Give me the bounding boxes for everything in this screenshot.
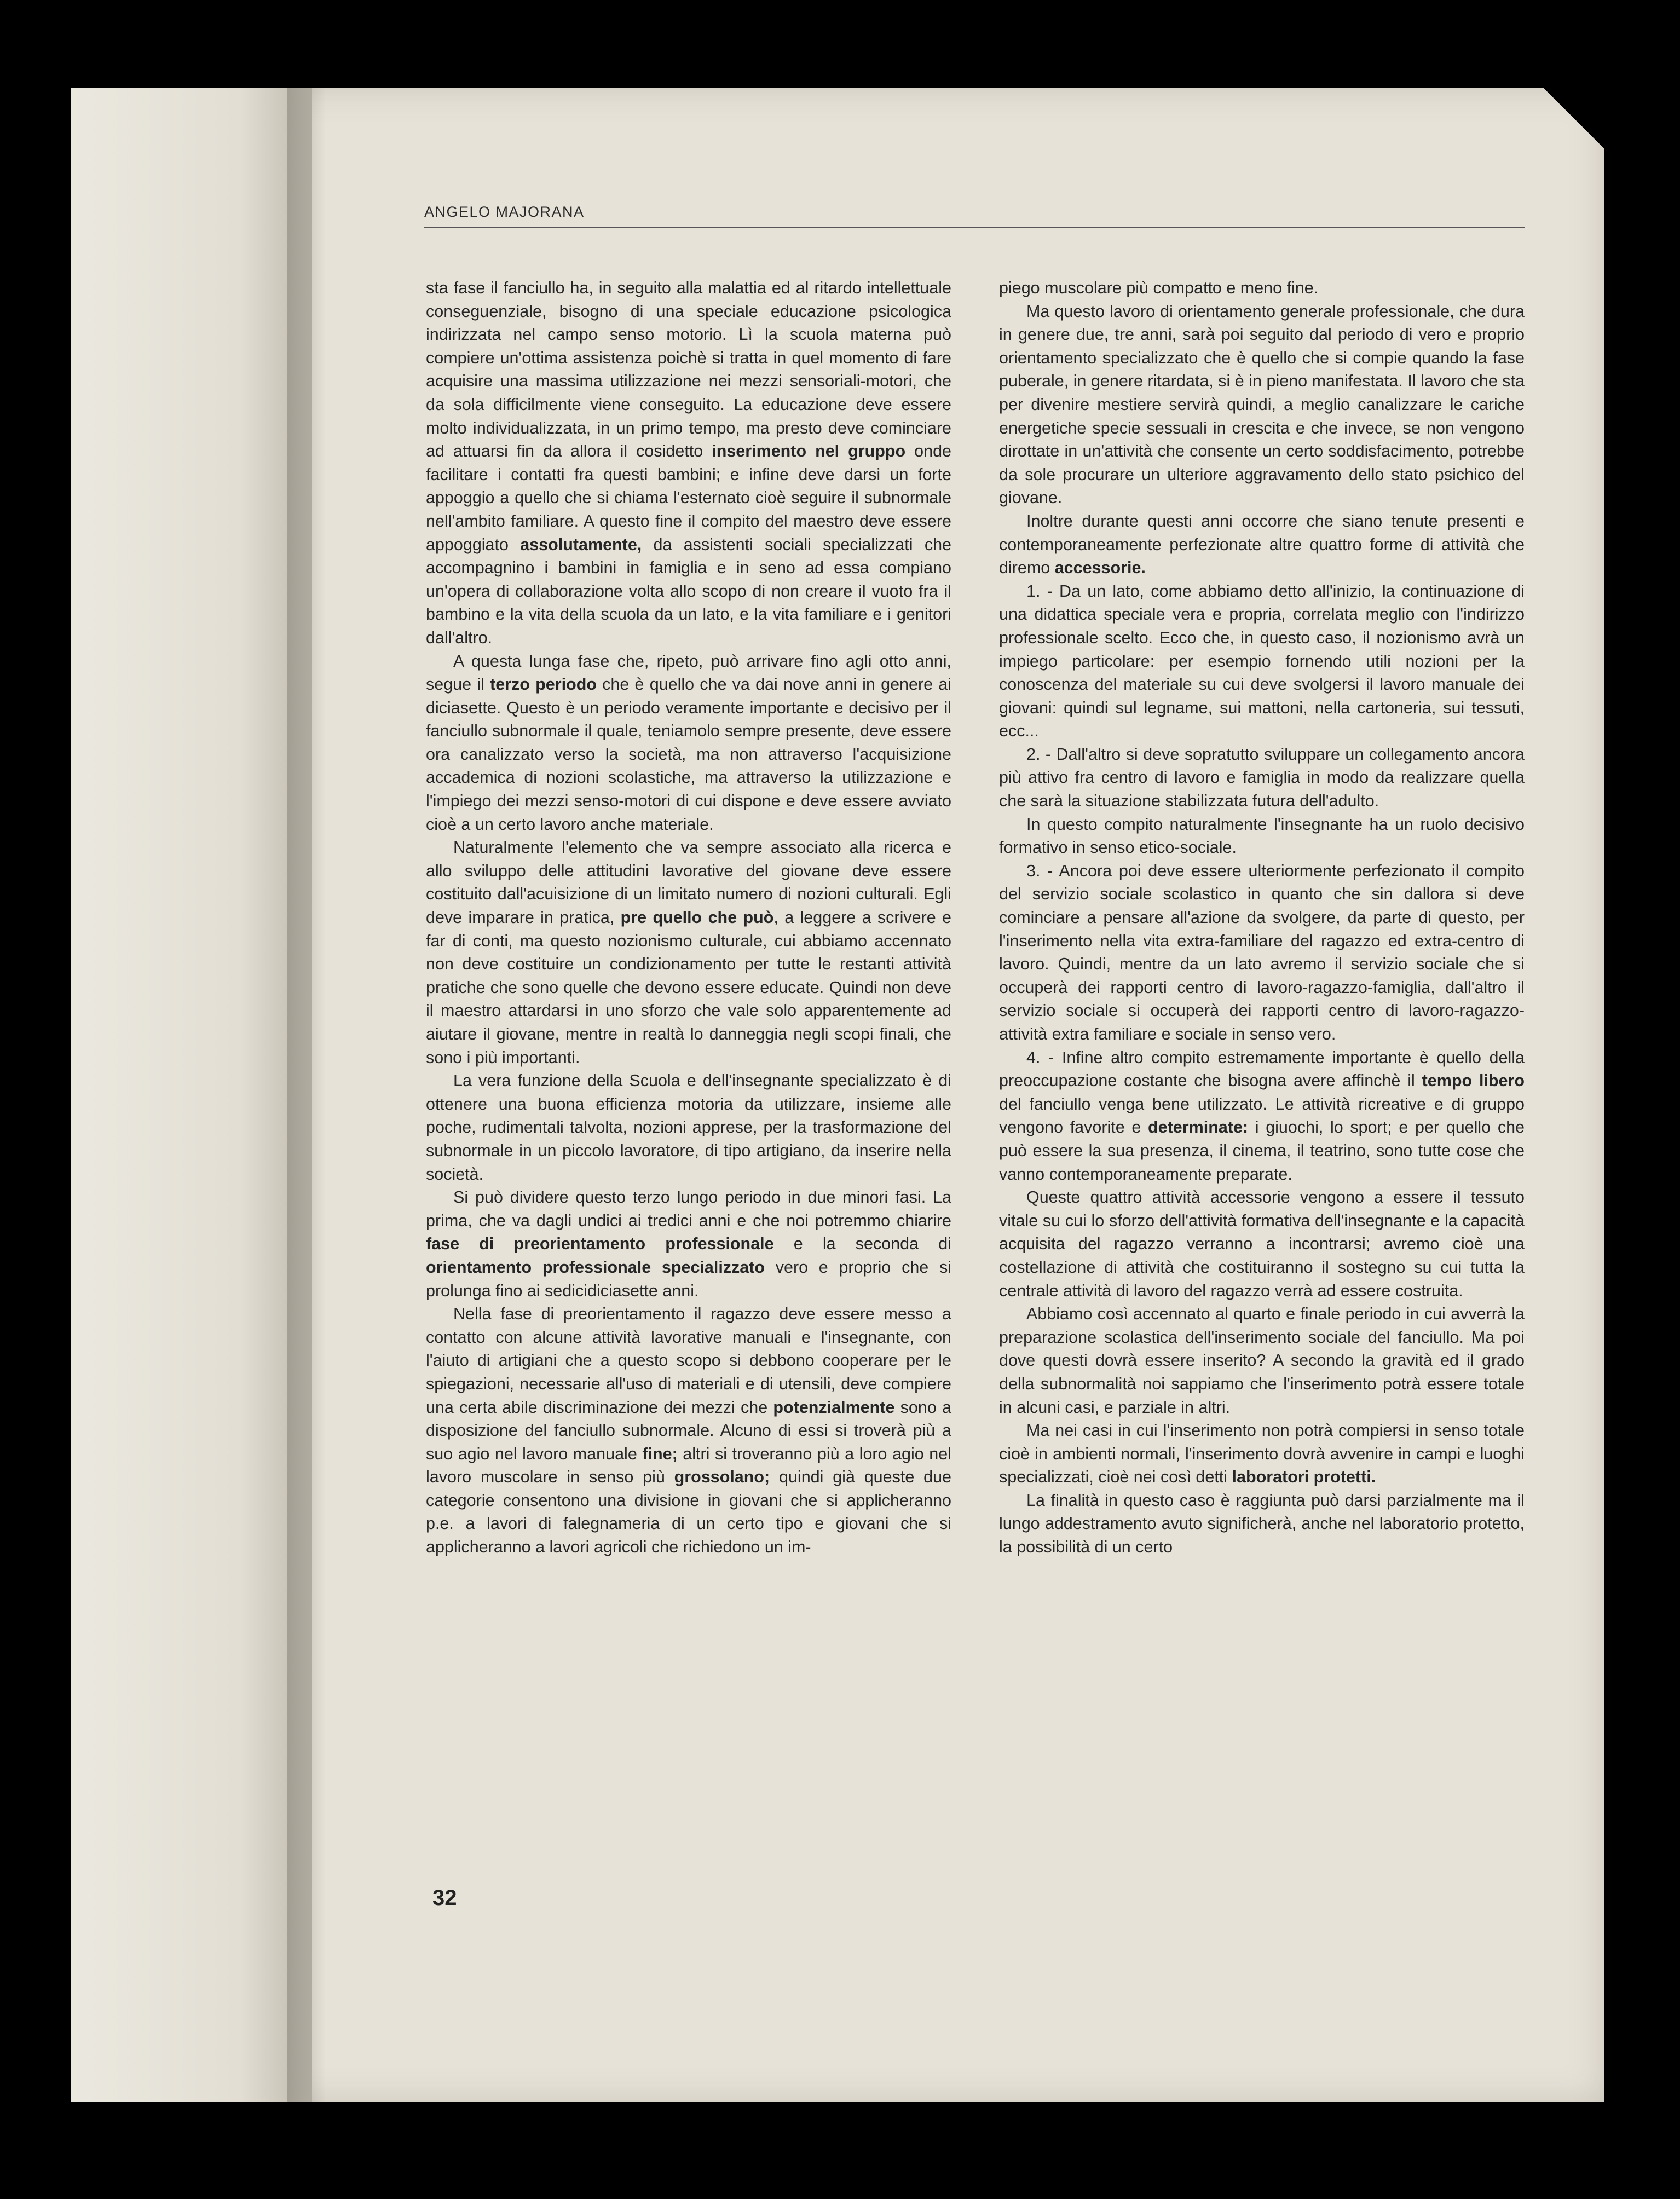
text-run: Nella fase di preorientamento il ragazzo deve essere messo a contatto con alcune attività lavorative manuali e l'insegnante, con l'aiuto di artigiani che a questo scopo si debbono cooperare per le spiegazioni, necessarie all'uso di materiali e di utensili, deve compiere una certa abile discriminazione dei mezzi che — [426, 1305, 951, 1417]
bold-phrase: determinate: — [1148, 1118, 1249, 1137]
paragraph — [999, 276, 1525, 300]
paragraph — [426, 836, 951, 1069]
text-run: Abbiamo così accennato al quarto e finale periodo in cui avverrà la preparazione scolastica dell'inserimento sociale del fanciullo. Ma poi dove questi dovrà essere inserito? A secondo la gravità ed il grado della subnormalità noi sappiamo che l'inserimento potrà essere totale in alcuni casi, e parziale in altri. — [999, 1305, 1525, 1417]
bold-phrase: fase di preorientamento professionale — [426, 1234, 774, 1254]
folded-page-edge — [71, 88, 312, 2102]
bold-phrase: potenzialmente — [773, 1398, 895, 1417]
right-column — [999, 276, 1525, 1559]
paragraph — [426, 650, 951, 836]
bold-phrase: fine; — [642, 1444, 678, 1463]
text-run: Naturalmente l'elemento che va sempre associato alla ricerca e allo sviluppo delle attitudini lavorative del giovane deve essere costituito dall'acuisizione di un limitato numero di nozioni culturali. Egli deve imparare in pratica, — [426, 838, 951, 927]
paragraph — [999, 510, 1525, 580]
text-run: del fanciullo venga bene utilizzato. Le attività ricreative e di gruppo vengono favorite e — [999, 1094, 1525, 1137]
paragraph — [999, 580, 1525, 743]
text-run: La vera funzione della Scuola e dell'insegnante specializzato è di ottenere una buona efficienza motoria da utilizzare, insieme alle poche, rudimentali talvolta, nozioni apprese, per la trasformazione del subnormale in un piccolo lavoratore, di tipo artigiano, da inserire nella società. — [426, 1071, 951, 1184]
text-run: Ma questo lavoro di orientamento generale professionale, che dura in genere due, tre anni, sarà poi seguito dal periodo di vero e proprio orientamento specializzato che è quello che si compie quando la fase puberale, in genere ritardata, si è in pieno manifestata. Il lavoro che sta per divenire mestiere servirà quindi, a meglio canalizzare le cariche energetiche specie sessuali in crescita e che invece, se non vengono dirottate in un'attività che consente un certo soddisfacimento, potrebbe da sole procurare un ulteriore aggravamento dello stato psichico del giovane. — [999, 302, 1525, 507]
paragraph — [426, 1186, 951, 1302]
text-run: Queste quattro attività accessorie vengono a essere il tessuto vitale su cui lo sforzo dell'attività formativa dell'insegnante e la capacità acquisita del ragazzo verranno a incontrarsi; avremo cioè una costellazione di attività che costituiranno il sostegno su cui tutta la centrale attività di lavoro del ragazzo verrà ad essere costruita. — [999, 1188, 1525, 1300]
paragraph — [999, 859, 1525, 1046]
text-run: In questo compito naturalmente l'insegnante ha un ruolo decisivo formativo in senso etico-sociale. — [999, 815, 1525, 857]
bold-phrase: accessorie. — [1054, 558, 1146, 578]
bold-phrase: laboratori protetti. — [1232, 1468, 1376, 1487]
header-rule — [424, 227, 1525, 228]
bold-phrase: pre quello che può — [620, 908, 774, 927]
text-run: 3. - Ancora poi deve essere ulteriormente perfezionato il compito del servizio sociale scolastico in quanto che sin dallora si deve cominciare a pensare all'azione da svolgere, da parte di questo, per l'inserimento nella vita extra-familiare del ragazzo ed extra-centro di lavoro. Quindi, mentre da un lato avremo il servizio sociale che si occuperà dei rapporti centro di lavoro-ragazzo-famiglia, dall'altro il servizio sociale si occuperà dei rapporti centro di lavoro-ragazzo-attività extra familiare e sociale in senso vero. — [999, 861, 1525, 1043]
text-run: 4. - Infine altro compito estremamente importante è quello della preoccupazione costante che bisogna avere affinchè il — [999, 1048, 1525, 1090]
bold-phrase: assolutamente, — [520, 535, 642, 554]
running-header: ANGELO MAJORANA — [424, 204, 585, 220]
bold-phrase: grossolano; — [674, 1468, 770, 1487]
paragraph — [426, 1302, 951, 1559]
bold-phrase: tempo libero — [1422, 1071, 1525, 1090]
text-run: sono a disposizione del fanciullo subnormale. Alcuno di essi si troverà più a suo agio nel lavoro manuale — [426, 1398, 951, 1463]
paragraph — [999, 743, 1525, 813]
text-run: sta fase il fanciullo ha, in seguito alla malattia ed al ritardo intellettuale conseguenziale, bisogno di una speciale educazione psicologica indirizzata nel campo senso motorio. Lì la scuola materna può compiere un'ottima assistenza poichè si tratta in quel momento di fare acquisire una massima utilizzazione nei mezzi sensoriali-motori, che da sola difficilmente viene conseguito. La educazione deve essere molto individualizzata, in un primo tempo, ma presto deve cominciare ad attuarsi fin da allora il cosidetto — [426, 279, 951, 461]
text-run: che è quello che va dai nove anni in genere ai diciasette. Questo è un periodo veramente importante e decisivo per il fanciullo subnormale il quale, teniamolo sempre presente, deve essere ora canalizzato verso la società, ma non attraverso l'acquisizione accademica di nozioni scolastiche, ma attraverso la utilizzazione e l'impiego dei mezzi senso-motori di cui dispone e deve essere avviato cioè a un certo lavoro anche materiale. — [426, 675, 952, 834]
paragraph — [999, 1046, 1525, 1186]
text-run: Ma nei casi in cui l'inserimento non potrà compiersi in senso totale cioè in ambienti normali, l'inserimento dovrà avvenire in campi e luoghi specializzati, cioè nei così detti — [999, 1421, 1525, 1487]
text-run: 1. - Da un lato, come abbiamo detto all'inizio, la continuazione di una didattica speciale vera e propria, correlata meglio con l'indirizzo professionale scelto. Ecco che, in questo caso, il nozionismo avrà un impiego particolare: per esempio fornendo utili nozioni per la conoscenza del materiale su cui deve svolgersi il lavoro manuale dei giovani: quindi sul legname, sui mattoni, nella cartoneria, sui tessuti, ecc... — [999, 581, 1525, 741]
text-run: Inoltre durante questi anni occorre che siano tenute presenti e contemporaneamente perfezionate altre quattro forme di attività che diremo — [999, 511, 1525, 578]
paragraph — [999, 1186, 1525, 1302]
paragraph — [999, 300, 1525, 510]
text-run: da assistenti sociali specializzati che accompagnino i bambini in famiglia e in seno ad essa compiano un'opera di collaborazione volta allo scopo di non creare il vuoto fra il bambino e la vita della scuola da un lato, e la vita familiare e i genitori dall'altro. — [426, 535, 951, 647]
text-run: vero e proprio che si prolunga fino ai sedicidiciasette anni. — [426, 1257, 951, 1300]
text-run: i giuochi, lo sport; e per quello che può essere la sua presenza, il cinema, il teatrino, sono tutte cose che vanno contemporaneamente preparate. — [999, 1118, 1525, 1184]
text-run: A questa lunga fase che, ripeto, può arrivare fino agli otto anni, segue il — [426, 651, 951, 694]
bold-phrase: inserimento nel gruppo — [712, 442, 906, 461]
text-run: 2. - Dall'altro si deve sopratutto sviluppare un collegamento ancora più attivo fra centro di lavoro e famiglia in modo da realizzare quella che sarà la situazione stabilizzata futura dell'adulto. — [999, 744, 1525, 811]
text-run: La finalità in questo caso è raggiunta può darsi parzialmente ma il lungo addestramento avuto significherà, anche nel laboratorio protetto, la possibilità di un certo — [999, 1491, 1525, 1557]
text-run: quindi già queste due categorie consentono una divisione in giovani che si applicheranno p.e. a lavori di falegnameria di un certo tipo e giovani che si applicheranno a lavori agricoli che richiedono un im- — [426, 1468, 951, 1557]
page-number: 32 — [432, 1886, 457, 1910]
text-run: piego muscolare più compatto e meno fine. — [999, 279, 1319, 297]
paragraph — [999, 1419, 1525, 1489]
torn-corner — [1543, 88, 1609, 153]
paragraph — [999, 1302, 1525, 1419]
text-run: altri si troveranno più a loro agio nel lavoro muscolare in senso più — [426, 1444, 951, 1487]
bold-phrase: terzo periodo — [490, 675, 597, 694]
paragraph — [999, 1489, 1525, 1559]
bold-phrase: orientamento professionale specializzato — [426, 1257, 765, 1277]
paragraph — [426, 1069, 951, 1186]
fold-shadow — [287, 88, 326, 2102]
text-run: , a leggere a scrivere e far di conti, ma questo nozionismo culturale, cui abbiamo accennato non deve costituire un condizionamento per tutte le restanti attività pratiche che sono quelle che devono essere educate. Quindi non deve il maestro attardarsi in uno sforzo che vale solo apparentemente ad aiutare il giovane, mentre in realtà lo danneggia negli scopi finali, che sono i più importanti. — [426, 908, 952, 1067]
text-run: e la seconda di — [773, 1234, 951, 1254]
paragraph — [999, 813, 1525, 859]
text-run: Si può dividere questo terzo lungo periodo in due minori fasi. La prima, che va dagli undici ai tredici anni e che noi potremmo chiarire — [426, 1188, 951, 1230]
text-run: onde facilitare i contatti fra questi bambini; e infine deve darsi un forte appoggio a quello che si chiama l'esternato cioè seguire il subnormale nell'ambito familiare. A questo fine il compito del maestro deve essere appoggiato — [426, 442, 951, 554]
left-column — [426, 276, 951, 1559]
paragraph — [426, 276, 951, 650]
